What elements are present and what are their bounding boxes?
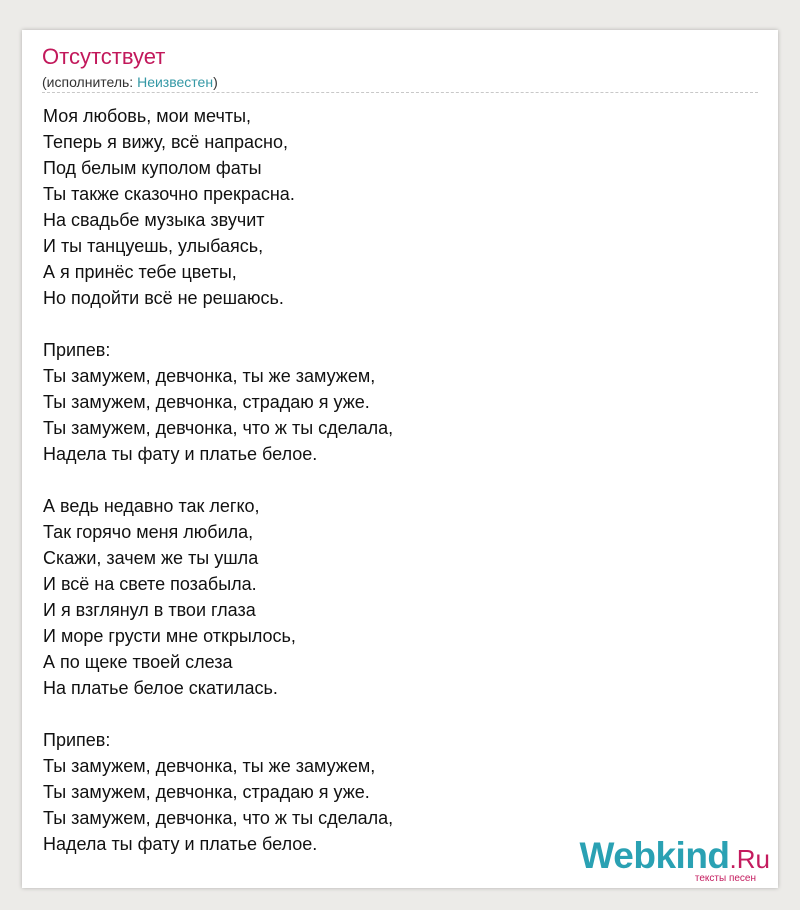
artist-suffix: ) <box>213 74 218 90</box>
lyric-line: И ты танцуешь, улыбаясь, <box>43 236 264 256</box>
lyric-line: Ты замужем, девчонка, страдаю я уже. <box>43 392 370 412</box>
artist-prefix: (исполнитель: <box>42 74 138 90</box>
lyric-line: Ты замужем, девчонка, что ж ты сделала, <box>43 418 394 438</box>
lyric-line: Ты замужем, девчонка, ты же замужем, <box>43 756 376 776</box>
lyric-line: Скажи, зачем же ты ушла <box>43 548 259 568</box>
lyric-line: На платье белое скатилась. <box>43 678 278 698</box>
stanza-verse-2 <box>43 493 743 701</box>
lyric-line: Но подойти всё не решаюсь. <box>43 288 284 308</box>
lyric-line: Теперь я вижу, всё напрасно, <box>43 132 288 152</box>
lyric-line: Надела ты фату и платье белое. <box>43 444 318 464</box>
lyric-line: Ты замужем, девчонка, что ж ты сделала, <box>43 808 394 828</box>
chorus-label: Припев: <box>43 340 111 360</box>
stanza-verse-1 <box>43 103 743 311</box>
logo-tagline: тексты песен <box>694 873 756 884</box>
song-title: Отсутствует <box>42 44 166 69</box>
lyrics-card <box>22 30 778 888</box>
lyric-line: Так горячо меня любила, <box>43 522 254 542</box>
lyrics-text <box>43 103 743 883</box>
lyric-line: Надела ты фату и платье белое. <box>43 834 318 854</box>
lyric-line: И море грусти мне открылось, <box>43 626 296 646</box>
artist-link[interactable]: Неизвестен <box>137 74 214 90</box>
artist-line <box>42 73 218 91</box>
lyric-line: И всё на свете позабыла. <box>43 574 257 594</box>
lyric-line: Моя любовь, мои мечты, <box>43 106 252 126</box>
lyric-line: А ведь недавно так легко, <box>43 496 260 516</box>
lyric-line: И я взглянул в твои глаза <box>43 600 256 620</box>
lyric-line: На свадьбе музыка звучит <box>43 210 265 230</box>
lyric-line: Ты также сказочно прекрасна. <box>43 184 295 204</box>
lyric-line: Под белым куполом фаты <box>43 158 262 178</box>
logo-tld: .Ru <box>729 844 770 874</box>
lyric-line: Ты замужем, девчонка, страдаю я уже. <box>43 782 370 802</box>
lyric-line: Ты замужем, девчонка, ты же замужем, <box>43 366 376 386</box>
webkind-logo[interactable] <box>570 836 770 886</box>
lyric-line: А по щеке твоей слеза <box>43 652 233 672</box>
chorus-label: Припев: <box>43 730 111 750</box>
logo-main-text: Webkind <box>579 835 730 876</box>
lyric-line: А я принёс тебе цветы, <box>43 262 237 282</box>
dashed-divider <box>42 92 758 93</box>
stanza-chorus-1 <box>43 337 743 467</box>
